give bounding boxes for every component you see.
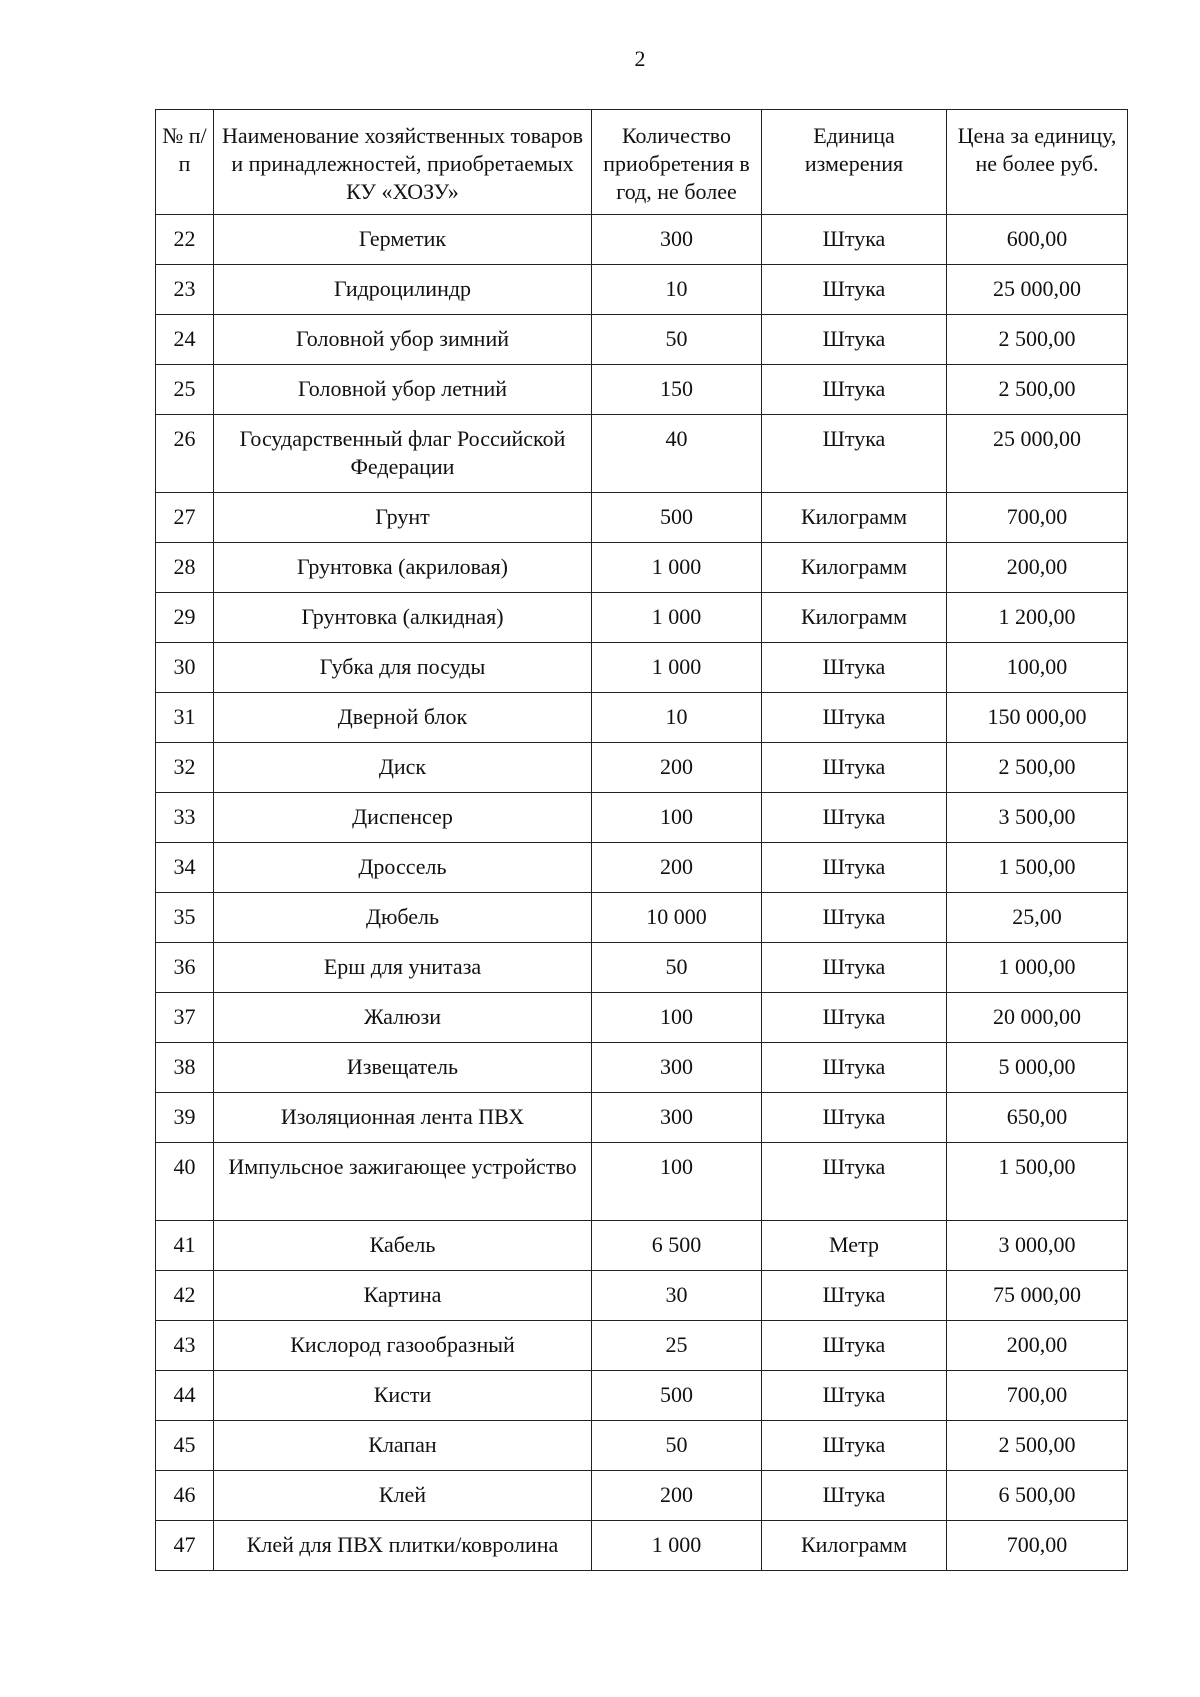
cell-qty: 10 xyxy=(592,265,762,315)
cell-num: 23 xyxy=(156,265,214,315)
cell-num: 25 xyxy=(156,365,214,415)
cell-unit: Штука xyxy=(762,265,947,315)
cell-price: 700,00 xyxy=(947,1521,1128,1571)
cell-name: Государственный флаг Российской Федерации xyxy=(214,415,592,493)
cell-unit: Штука xyxy=(762,1143,947,1221)
cell-qty: 300 xyxy=(592,215,762,265)
cell-qty: 500 xyxy=(592,493,762,543)
cell-qty: 200 xyxy=(592,743,762,793)
cell-qty: 300 xyxy=(592,1043,762,1093)
cell-num: 47 xyxy=(156,1521,214,1571)
cell-num: 42 xyxy=(156,1271,214,1321)
cell-price: 2 500,00 xyxy=(947,315,1128,365)
cell-price: 150 000,00 xyxy=(947,693,1128,743)
cell-unit: Штука xyxy=(762,993,947,1043)
cell-price: 650,00 xyxy=(947,1093,1128,1143)
table-row xyxy=(156,1143,1128,1221)
page-number: 2 xyxy=(634,46,646,71)
cell-unit: Штука xyxy=(762,643,947,693)
cell-unit: Килограмм xyxy=(762,1521,947,1571)
cell-num: 40 xyxy=(156,1143,214,1221)
cell-price: 200,00 xyxy=(947,543,1128,593)
cell-name: Клей xyxy=(214,1471,592,1521)
cell-price: 1 500,00 xyxy=(947,843,1128,893)
cell-name: Кисти xyxy=(214,1371,592,1421)
table-row xyxy=(156,1093,1128,1143)
cell-name: Клей для ПВХ плитки/ковролина xyxy=(214,1521,592,1571)
cell-unit: Штука xyxy=(762,893,947,943)
cell-num: 22 xyxy=(156,215,214,265)
cell-num: 38 xyxy=(156,1043,214,1093)
cell-price: 2 500,00 xyxy=(947,1421,1128,1471)
cell-qty: 100 xyxy=(592,793,762,843)
table-row xyxy=(156,315,1128,365)
cell-name: Жалюзи xyxy=(214,993,592,1043)
table-row xyxy=(156,993,1128,1043)
cell-price: 600,00 xyxy=(947,215,1128,265)
cell-name: Импульсное зажигающее устройство xyxy=(214,1143,592,1221)
table-row xyxy=(156,893,1128,943)
cell-num: 30 xyxy=(156,643,214,693)
cell-qty: 50 xyxy=(592,315,762,365)
table-row xyxy=(156,215,1128,265)
cell-unit: Килограмм xyxy=(762,543,947,593)
cell-price: 1 200,00 xyxy=(947,593,1128,643)
table-row xyxy=(156,265,1128,315)
cell-name: Гидроцилиндр xyxy=(214,265,592,315)
cell-price: 3 000,00 xyxy=(947,1221,1128,1271)
table-row xyxy=(156,843,1128,893)
cell-price: 700,00 xyxy=(947,1371,1128,1421)
cell-qty: 6 500 xyxy=(592,1221,762,1271)
header-price: Цена за единицу, не более руб. xyxy=(947,110,1128,215)
cell-unit: Штука xyxy=(762,215,947,265)
cell-price: 3 500,00 xyxy=(947,793,1128,843)
cell-num: 24 xyxy=(156,315,214,365)
cell-price: 75 000,00 xyxy=(947,1271,1128,1321)
table-row xyxy=(156,1471,1128,1521)
cell-unit: Метр xyxy=(762,1221,947,1271)
cell-unit: Килограмм xyxy=(762,493,947,543)
cell-num: 34 xyxy=(156,843,214,893)
cell-price: 1 500,00 xyxy=(947,1143,1128,1221)
cell-num: 36 xyxy=(156,943,214,993)
cell-num: 43 xyxy=(156,1321,214,1371)
cell-num: 29 xyxy=(156,593,214,643)
cell-name: Грунтовка (алкидная) xyxy=(214,593,592,643)
cell-qty: 30 xyxy=(592,1271,762,1321)
cell-unit: Штука xyxy=(762,1043,947,1093)
cell-unit: Штука xyxy=(762,843,947,893)
cell-price: 700,00 xyxy=(947,493,1128,543)
table-row xyxy=(156,415,1128,493)
cell-num: 33 xyxy=(156,793,214,843)
table-row xyxy=(156,365,1128,415)
cell-name: Головной убор летний xyxy=(214,365,592,415)
cell-name: Головной убор зимний xyxy=(214,315,592,365)
cell-num: 28 xyxy=(156,543,214,593)
table-row xyxy=(156,1043,1128,1093)
cell-name: Герметик xyxy=(214,215,592,265)
header-name: Наименование хозяйственных товаров и принадлежностей, приобретаемых КУ «ХОЗУ» xyxy=(214,110,592,215)
cell-unit: Штука xyxy=(762,1321,947,1371)
cell-name: Диск xyxy=(214,743,592,793)
cell-num: 35 xyxy=(156,893,214,943)
cell-unit: Штука xyxy=(762,415,947,493)
table-row xyxy=(156,1321,1128,1371)
cell-name: Дюбель xyxy=(214,893,592,943)
cell-qty: 100 xyxy=(592,1143,762,1221)
cell-name: Грунт xyxy=(214,493,592,543)
cell-num: 44 xyxy=(156,1371,214,1421)
cell-name: Грунтовка (акриловая) xyxy=(214,543,592,593)
header-row xyxy=(156,110,1128,215)
cell-unit: Штука xyxy=(762,365,947,415)
cell-name: Ерш для унитаза xyxy=(214,943,592,993)
cell-price: 100,00 xyxy=(947,643,1128,693)
table-header xyxy=(156,110,1128,215)
cell-num: 31 xyxy=(156,693,214,743)
cell-qty: 1 000 xyxy=(592,643,762,693)
cell-unit: Штука xyxy=(762,1471,947,1521)
cell-num: 26 xyxy=(156,415,214,493)
cell-price: 6 500,00 xyxy=(947,1471,1128,1521)
cell-num: 32 xyxy=(156,743,214,793)
cell-name: Клапан xyxy=(214,1421,592,1471)
cell-unit: Штука xyxy=(762,1421,947,1471)
table-row xyxy=(156,493,1128,543)
table-row xyxy=(156,593,1128,643)
cell-unit: Штука xyxy=(762,1093,947,1143)
cell-num: 45 xyxy=(156,1421,214,1471)
table-row xyxy=(156,793,1128,843)
cell-name: Кислород газообразный xyxy=(214,1321,592,1371)
cell-name: Диспенсер xyxy=(214,793,592,843)
cell-qty: 10 xyxy=(592,693,762,743)
table-row xyxy=(156,1371,1128,1421)
cell-qty: 300 xyxy=(592,1093,762,1143)
cell-price: 20 000,00 xyxy=(947,993,1128,1043)
cell-qty: 50 xyxy=(592,943,762,993)
cell-price: 25 000,00 xyxy=(947,415,1128,493)
cell-price: 2 500,00 xyxy=(947,365,1128,415)
table-row xyxy=(156,543,1128,593)
cell-unit: Штука xyxy=(762,793,947,843)
cell-qty: 500 xyxy=(592,1371,762,1421)
cell-unit: Штука xyxy=(762,693,947,743)
cell-qty: 1 000 xyxy=(592,1521,762,1571)
table-row xyxy=(156,1521,1128,1571)
cell-name: Картина xyxy=(214,1271,592,1321)
cell-num: 39 xyxy=(156,1093,214,1143)
table-row xyxy=(156,643,1128,693)
cell-qty: 50 xyxy=(592,1421,762,1471)
table-row xyxy=(156,943,1128,993)
table-row xyxy=(156,1271,1128,1321)
cell-unit: Штука xyxy=(762,743,947,793)
goods-table xyxy=(155,109,1128,1571)
cell-price: 5 000,00 xyxy=(947,1043,1128,1093)
cell-qty: 200 xyxy=(592,1471,762,1521)
header-qty: Количество приобретения в год, не более xyxy=(592,110,762,215)
cell-unit: Штука xyxy=(762,1371,947,1421)
cell-name: Кабель xyxy=(214,1221,592,1271)
header-unit: Единица измерения xyxy=(762,110,947,215)
cell-qty: 10 000 xyxy=(592,893,762,943)
cell-name: Изоляционная лента ПВХ xyxy=(214,1093,592,1143)
cell-unit: Штука xyxy=(762,943,947,993)
cell-qty: 1 000 xyxy=(592,593,762,643)
table-row xyxy=(156,1221,1128,1271)
cell-qty: 25 xyxy=(592,1321,762,1371)
cell-qty: 200 xyxy=(592,843,762,893)
cell-price: 2 500,00 xyxy=(947,743,1128,793)
cell-name: Дверной блок xyxy=(214,693,592,743)
cell-num: 37 xyxy=(156,993,214,1043)
cell-qty: 100 xyxy=(592,993,762,1043)
cell-num: 46 xyxy=(156,1471,214,1521)
cell-num: 41 xyxy=(156,1221,214,1271)
cell-price: 200,00 xyxy=(947,1321,1128,1371)
cell-name: Дроссель xyxy=(214,843,592,893)
cell-unit: Штука xyxy=(762,315,947,365)
cell-price: 25 000,00 xyxy=(947,265,1128,315)
cell-qty: 40 xyxy=(592,415,762,493)
table-row xyxy=(156,743,1128,793)
cell-name: Губка для посуды xyxy=(214,643,592,693)
cell-name: Извещатель xyxy=(214,1043,592,1093)
table-row xyxy=(156,1421,1128,1471)
table-body xyxy=(156,215,1128,1571)
cell-num: 27 xyxy=(156,493,214,543)
cell-qty: 150 xyxy=(592,365,762,415)
cell-qty: 1 000 xyxy=(592,543,762,593)
cell-price: 1 000,00 xyxy=(947,943,1128,993)
cell-unit: Килограмм xyxy=(762,593,947,643)
header-num: № п/п xyxy=(156,110,214,215)
table-row xyxy=(156,693,1128,743)
cell-price: 25,00 xyxy=(947,893,1128,943)
cell-unit: Штука xyxy=(762,1271,947,1321)
